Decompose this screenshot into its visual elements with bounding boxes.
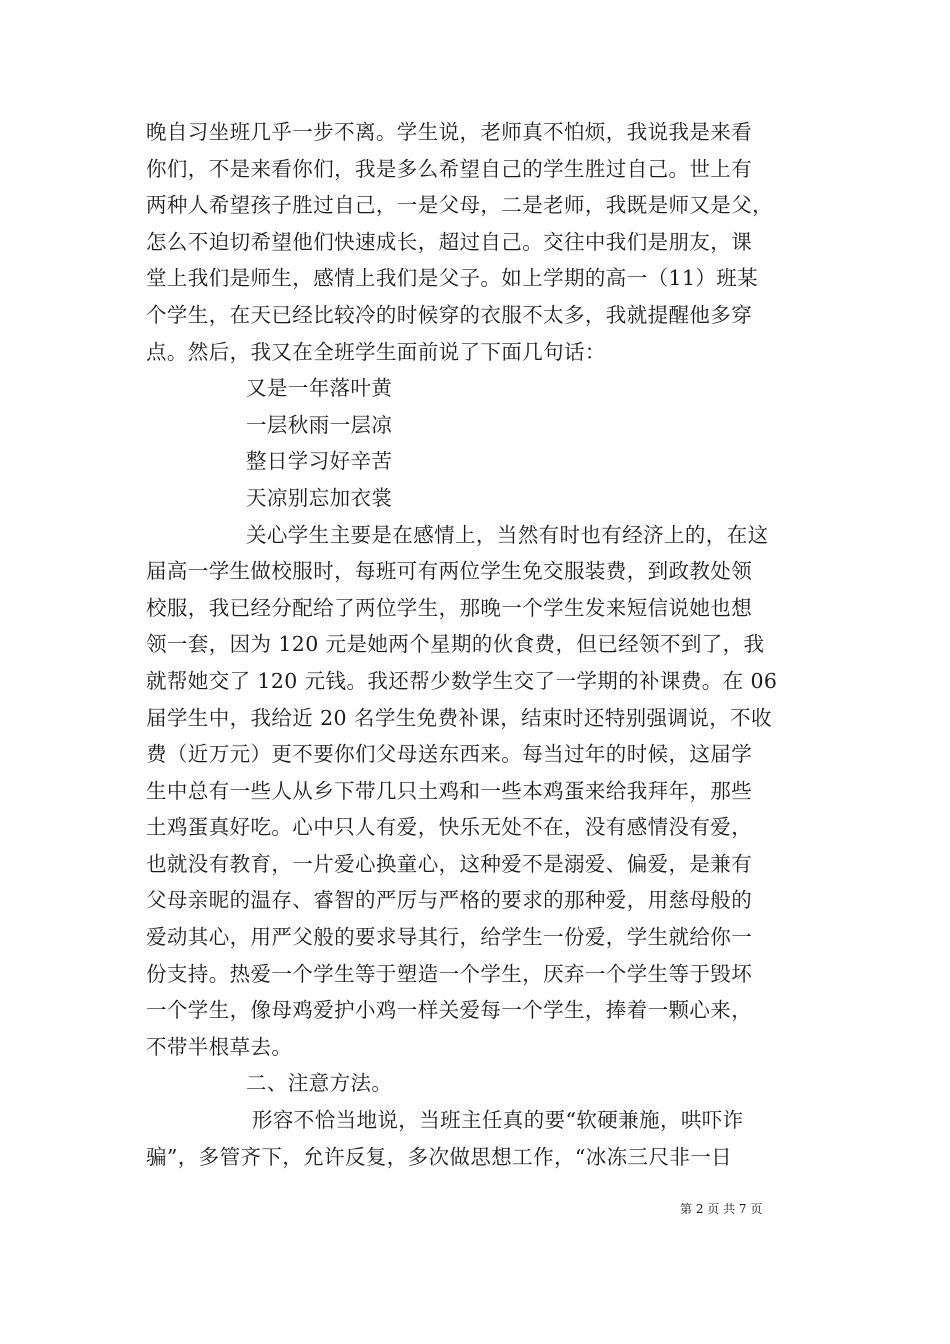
text-line: 就帮她交了 120 元钱。我还帮少数学生交了一学期的补课费。在 06 — [146, 668, 778, 693]
text-line: 份支持。热爱一个学生等于塑造一个学生，厌弃一个学生等于毁坏 — [146, 961, 753, 986]
text-line: 也就没有教育，一片爱心换童心，这种爱不是溺爱、偏爱，是兼有 — [146, 851, 753, 876]
text-line: 届学生中，我给近 20 名学生免费补课，结束时还特别强调说，不收 — [146, 705, 772, 730]
text-line: 父母亲昵的温存、睿智的严厉与严格的要求的那种爱，用慈母般的 — [146, 888, 753, 913]
text-line: 费（近万元）更不要你们父母送东西来。每当过年的时候，这届学 — [146, 742, 753, 767]
text-line: 届高一学生做校服时，每班可有两位学生免交服装费，到政教处领 — [146, 559, 753, 584]
text-line: 两种人希望孩子胜过自己，一是父母，二是老师，我既是师又是父， — [146, 193, 773, 218]
text-line: 生中总有一些人从乡下带几只土鸡和一些本鸡蛋来给我拜年，那些 — [146, 778, 753, 803]
text-line: 土鸡蛋真好吃。心中只人有爱，快乐无处不在，没有感情没有爱， — [146, 815, 753, 840]
text-line: 关心学生主要是在感情上，当然有时也有经济上的，在这 — [246, 522, 769, 547]
text-line: 堂上我们是师生，感情上我们是父子。如上学期的高一（11）班某 — [146, 266, 759, 291]
text-line: 骗”，多管齐下，允许反复，多次做思想工作，“冰冻三尺非一日 — [146, 1144, 733, 1169]
text-line: 形容不恰当地说，当班主任真的要“软硬兼施，哄吓诈 — [252, 1108, 744, 1133]
body-text — [146, 114, 806, 1175]
text-line: 晚自习坐班几乎一步不离。学生说，老师真不怕烦，我说我是来看 — [146, 120, 753, 144]
text-line: 领一套，因为 120 元是她两个星期的伙食费，但已经领不到了，我 — [146, 632, 765, 657]
text-line: 一层秋雨一层凉 — [246, 412, 393, 437]
text-line: 校服，我已经分配给了两位学生，那晚一个学生发来短信说她也想 — [146, 595, 753, 620]
text-line: 你们，不是来看你们，我是多么希望自己的学生胜过自己。世上有 — [146, 156, 753, 181]
page-number-footer: 第 2 页 共 7 页 — [680, 1202, 763, 1216]
text-line: 个学生，在天已经比较冷的时候穿的衣服不太多，我就提醒他多穿 — [146, 302, 753, 327]
text-line: 不带半根草去。 — [146, 1034, 293, 1059]
text-line: 天凉别忘加衣裳 — [246, 485, 393, 510]
text-line: 怎么不迫切希望他们快速成长，超过自己。交往中我们是朋友，课 — [146, 229, 753, 254]
text-line: 又是一年落叶黄 — [246, 376, 393, 401]
text-line: 二、注意方法。 — [246, 1071, 393, 1096]
text-line: 整日学习好辛苦 — [246, 449, 393, 474]
text-line: 一个学生，像母鸡爱护小鸡一样关爱每一个学生，捧着一颗心来， — [146, 998, 753, 1023]
text-line: 爱动其心，用严父般的要求导其行，给学生一份爱，学生就给你一 — [146, 925, 753, 950]
text-line: 点。然后，我又在全班学生面前说了下面几句话： — [146, 339, 606, 364]
